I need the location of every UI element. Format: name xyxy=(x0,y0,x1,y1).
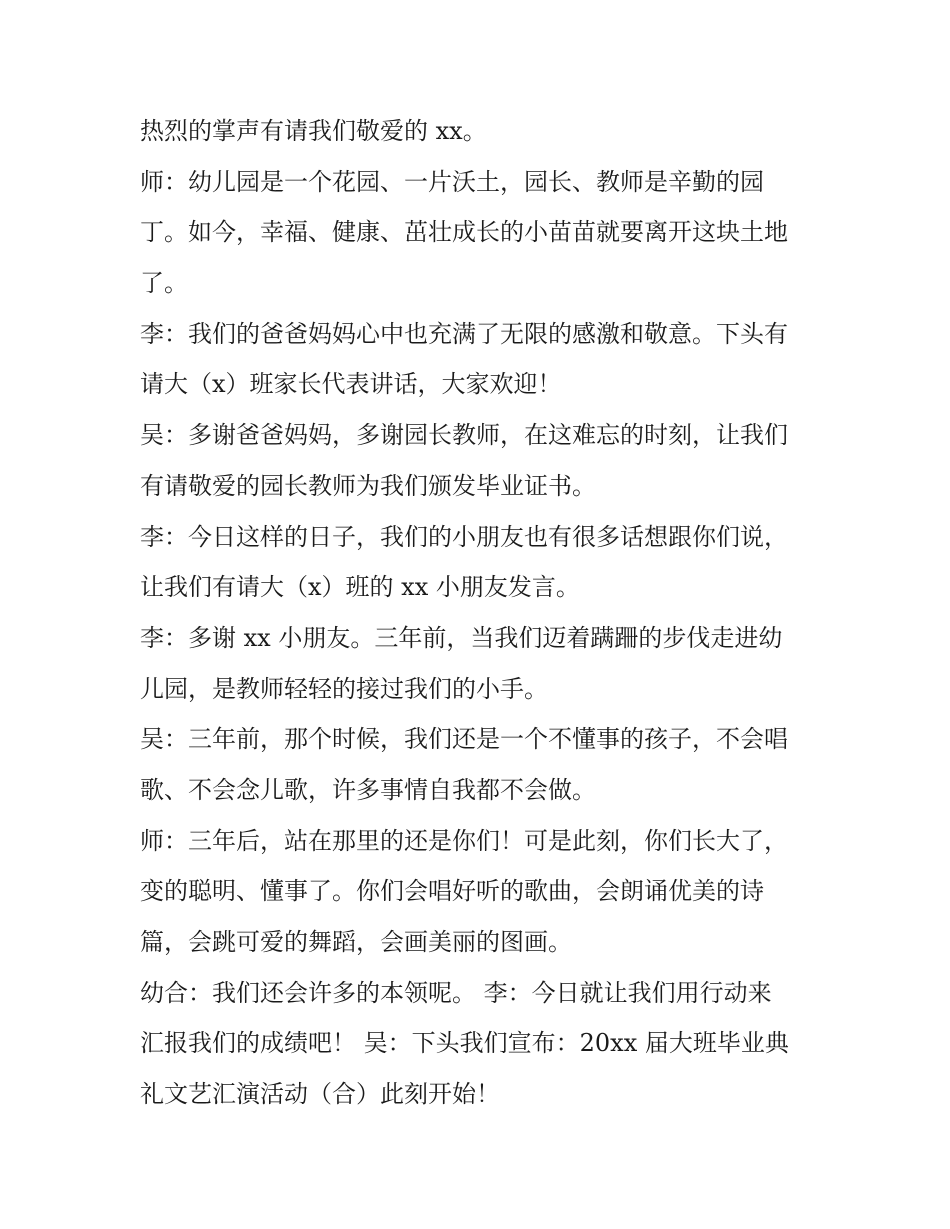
text-line: 有请敬爱的园长教师为我们颁发毕业证书。 xyxy=(140,471,596,500)
text-line: 篇，会跳可爱的舞蹈，会画美丽的图画。 xyxy=(140,928,572,956)
text-line: 幼合：我们还会许多的本领呢。 李：今日就让我们用行动来 xyxy=(140,978,772,1007)
text-line: 礼文艺汇演活动（合）此刻开始！ xyxy=(140,1080,500,1109)
text-line: 儿园，是教师轻轻的接过我们的小手。 xyxy=(140,674,548,703)
text-line: 吴：多谢爸爸妈妈，多谢园长教师，在这难忘的时刻，让我们 xyxy=(140,421,788,450)
text-line: 李：多谢 xx 小朋友。三年前，当我们迈着蹒跚的步伐走进幼 xyxy=(140,623,783,652)
text-line: 变的聪明、懂事了。你们会唱好听的歌曲，会朗诵优美的诗 xyxy=(140,877,764,906)
document-body xyxy=(140,106,816,1120)
text-line: 师：幼儿园是一个花园、一片沃土，园长、教师是辛勤的园 xyxy=(140,167,764,196)
text-line: 请大（x）班家长代表讲话，大家欢迎！ xyxy=(140,370,562,399)
text-line: 李：我们的爸爸妈妈心中也充满了无限的感激和敬意。下头有 xyxy=(140,319,788,348)
text-line: 了。 xyxy=(140,269,188,298)
text-line: 歌、不会念儿歌，许多事情自我都不会做。 xyxy=(140,775,596,804)
text-line: 丁。如今，幸福、健康、茁壮成长的小苗苗就要离开这块土地 xyxy=(140,218,788,247)
text-line: 师：三年后，站在那里的还是你们！可是此刻，你们长大了， xyxy=(140,826,788,855)
text-line: 热烈的掌声有请我们敬爱的 xx。 xyxy=(140,117,487,145)
text-line: 李：今日这样的日子，我们的小朋友也有很多话想跟你们说， xyxy=(140,522,788,551)
text-line: 让我们有请大（x）班的 xx 小朋友发言。 xyxy=(140,573,580,602)
text-line: 汇报我们的成绩吧！ 吴：下头我们宣布：20xx 届大班毕业典 xyxy=(140,1029,789,1058)
text-line: 吴：三年前，那个时候，我们还是一个不懂事的孩子，不会唱 xyxy=(140,725,788,754)
